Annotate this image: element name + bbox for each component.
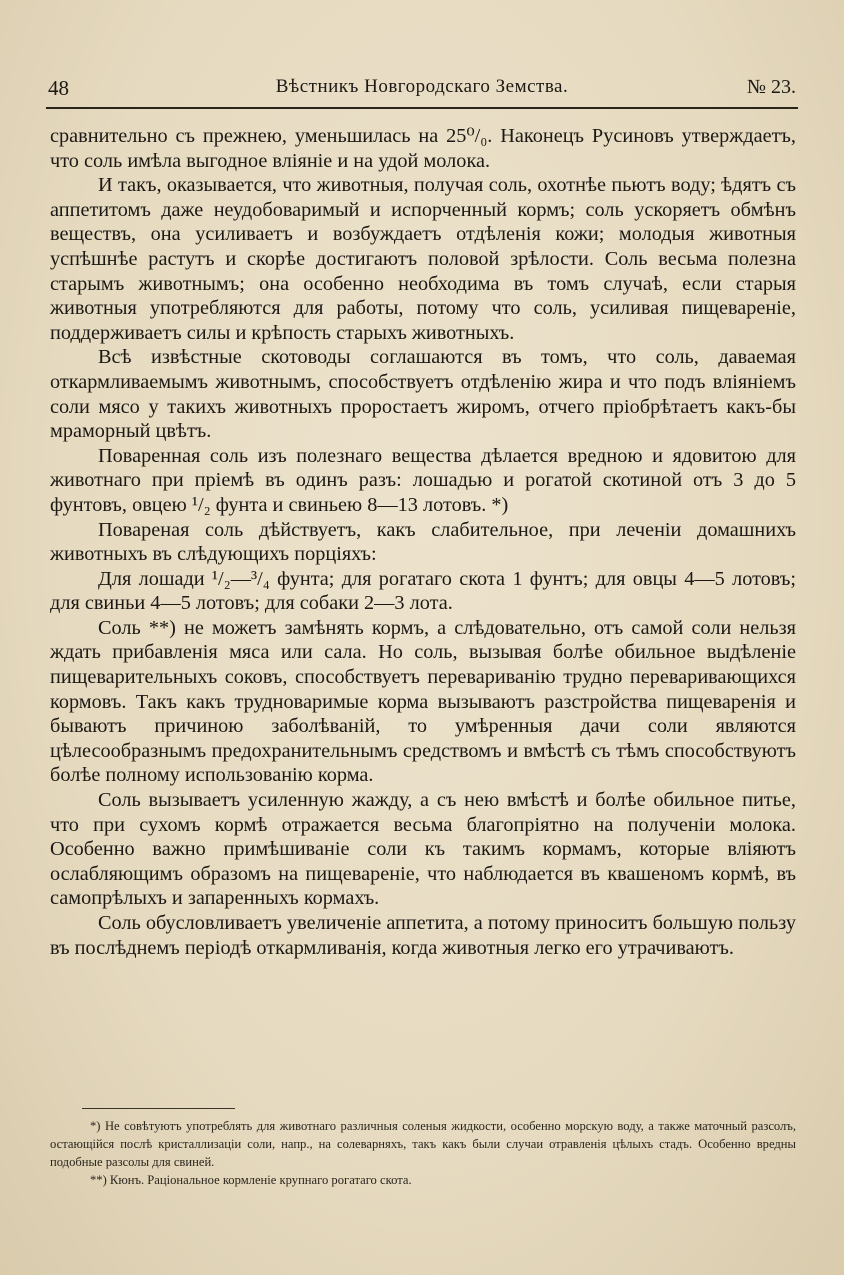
- paragraph: Соль **) не можетъ замѣнять кормъ, а слѣдовательно, отъ самой соли нельзя ждать прибавленія мяса или сала. Но соль, вызывая болѣе обильное выдѣленіе пищеварительныхъ соковъ, способствуетъ перевариванію трудно переваривающихся кормовъ. Такъ какъ трудноваримые корма вызываютъ разстройства пищеваренія и бываютъ причиною заболѣваній, то умѣренныя дачи соли являются цѣлесообразнымъ предохранительнымъ средствомъ и вмѣстѣ съ тѣмъ способствуютъ болѣе полному использованію корма.: [50, 616, 796, 787]
- paragraph: Соль вызываетъ усиленную жажду, а съ нею вмѣстѣ и болѣе обильное питье, что при сухомъ кормѣ отражается весьма благопріятно на полученіи молока. Особенно важно примѣшиваніе соли къ такимъ кормамъ, которые вліяютъ ослабляющимъ образомъ на пищевареніе, что наблюдается въ квашеномъ кормѣ, въ самопрѣлыхъ и запаренныхъ кормахъ.: [50, 789, 796, 910]
- footnote: *) Не совѣтуютъ употреблять для животнаго различныя соленыя жидкости, особенно морскую воду, а также маточный разсолъ, остающійся послѣ кристаллизаціи соли, напр., на солеварняхъ, такъ какъ были случаи отравленія цѣлыхъ стадъ. Особенно вредны подобные разсолы для свиней.: [50, 1119, 796, 1169]
- article-body: [50, 124, 796, 960]
- paragraph: И такъ, оказывается, что животныя, получая соль, охотнѣе пьютъ воду; ѣдятъ съ аппетитомъ даже неудобоваримый и испорченный кормъ; соль ускоряетъ обмѣнъ веществъ, она усиливаетъ и возбуждаетъ отдѣленія кожи; молодыя животныя успѣшнѣе растутъ и скорѣе достигаютъ половой зрѣлости. Соль весьма полезна старымъ животнымъ; она особенно необходима въ томъ случаѣ, если старыя животныя употребляются для работы, потому что соль, усиливая пищевареніе, поддерживаетъ силы и крѣпость старыхъ животныхъ.: [50, 174, 796, 344]
- paragraph: Поваренная соль изъ полезнаго вещества дѣлается вредною и ядовитою для животнаго при пріемѣ въ одинъ разъ: лошадью и рогатой скотиной отъ 3 до 5 фунтовъ, овцею ¹/₂ фунта и свиньею 8—13 лотовъ. *): [50, 444, 796, 516]
- paragraph: Всѣ извѣстные скотоводы соглашаются въ томъ, что соль, даваемая откармливаемымъ животнымъ, способствуетъ отдѣленію жира и что подъ вліяніемъ соли мясо у такихъ животныхъ проростаетъ жиромъ, отчего пріобрѣтаетъ какъ-бы мраморный цвѣтъ.: [50, 346, 796, 443]
- footnotes: [50, 1117, 796, 1189]
- paragraph: сравнительно съ прежнею, уменьшилась на 25⁰/₀. Наконецъ Русиновъ утверждаетъ, что соль имѣла выгодное вліяніе и на удой молока.: [50, 125, 796, 172]
- footnote-rule: [82, 1108, 235, 1109]
- footnote: **) Кюнъ. Раціональное кормленіе крупнаго рогатаго скота.: [90, 1173, 412, 1187]
- paragraph: Соль обусловливаетъ увеличеніе аппетита, а потому приноситъ большую пользу въ послѣднемъ періодѣ откармливанія, когда животныя легко его утрачиваютъ.: [50, 912, 796, 959]
- paragraph: Повареная соль дѣйствуетъ, какъ слабительное, при леченіи домашнихъ животныхъ въ слѣдующихъ порціяхъ:: [50, 518, 796, 566]
- paragraph: Для лошади ¹/₂—³/₄ фунта; для рогатаго скота 1 фунтъ; для овцы 4—5 лотовъ; для свиньи 4—5 лотовъ; для собаки 2—3 лота.: [50, 567, 796, 615]
- header-rule: [46, 107, 798, 109]
- page-number: 48: [48, 76, 69, 100]
- running-header: [48, 76, 796, 104]
- issue-number: № 23.: [746, 76, 796, 98]
- journal-title: Вѣстникъ Новгородскаго Земства.: [275, 76, 569, 97]
